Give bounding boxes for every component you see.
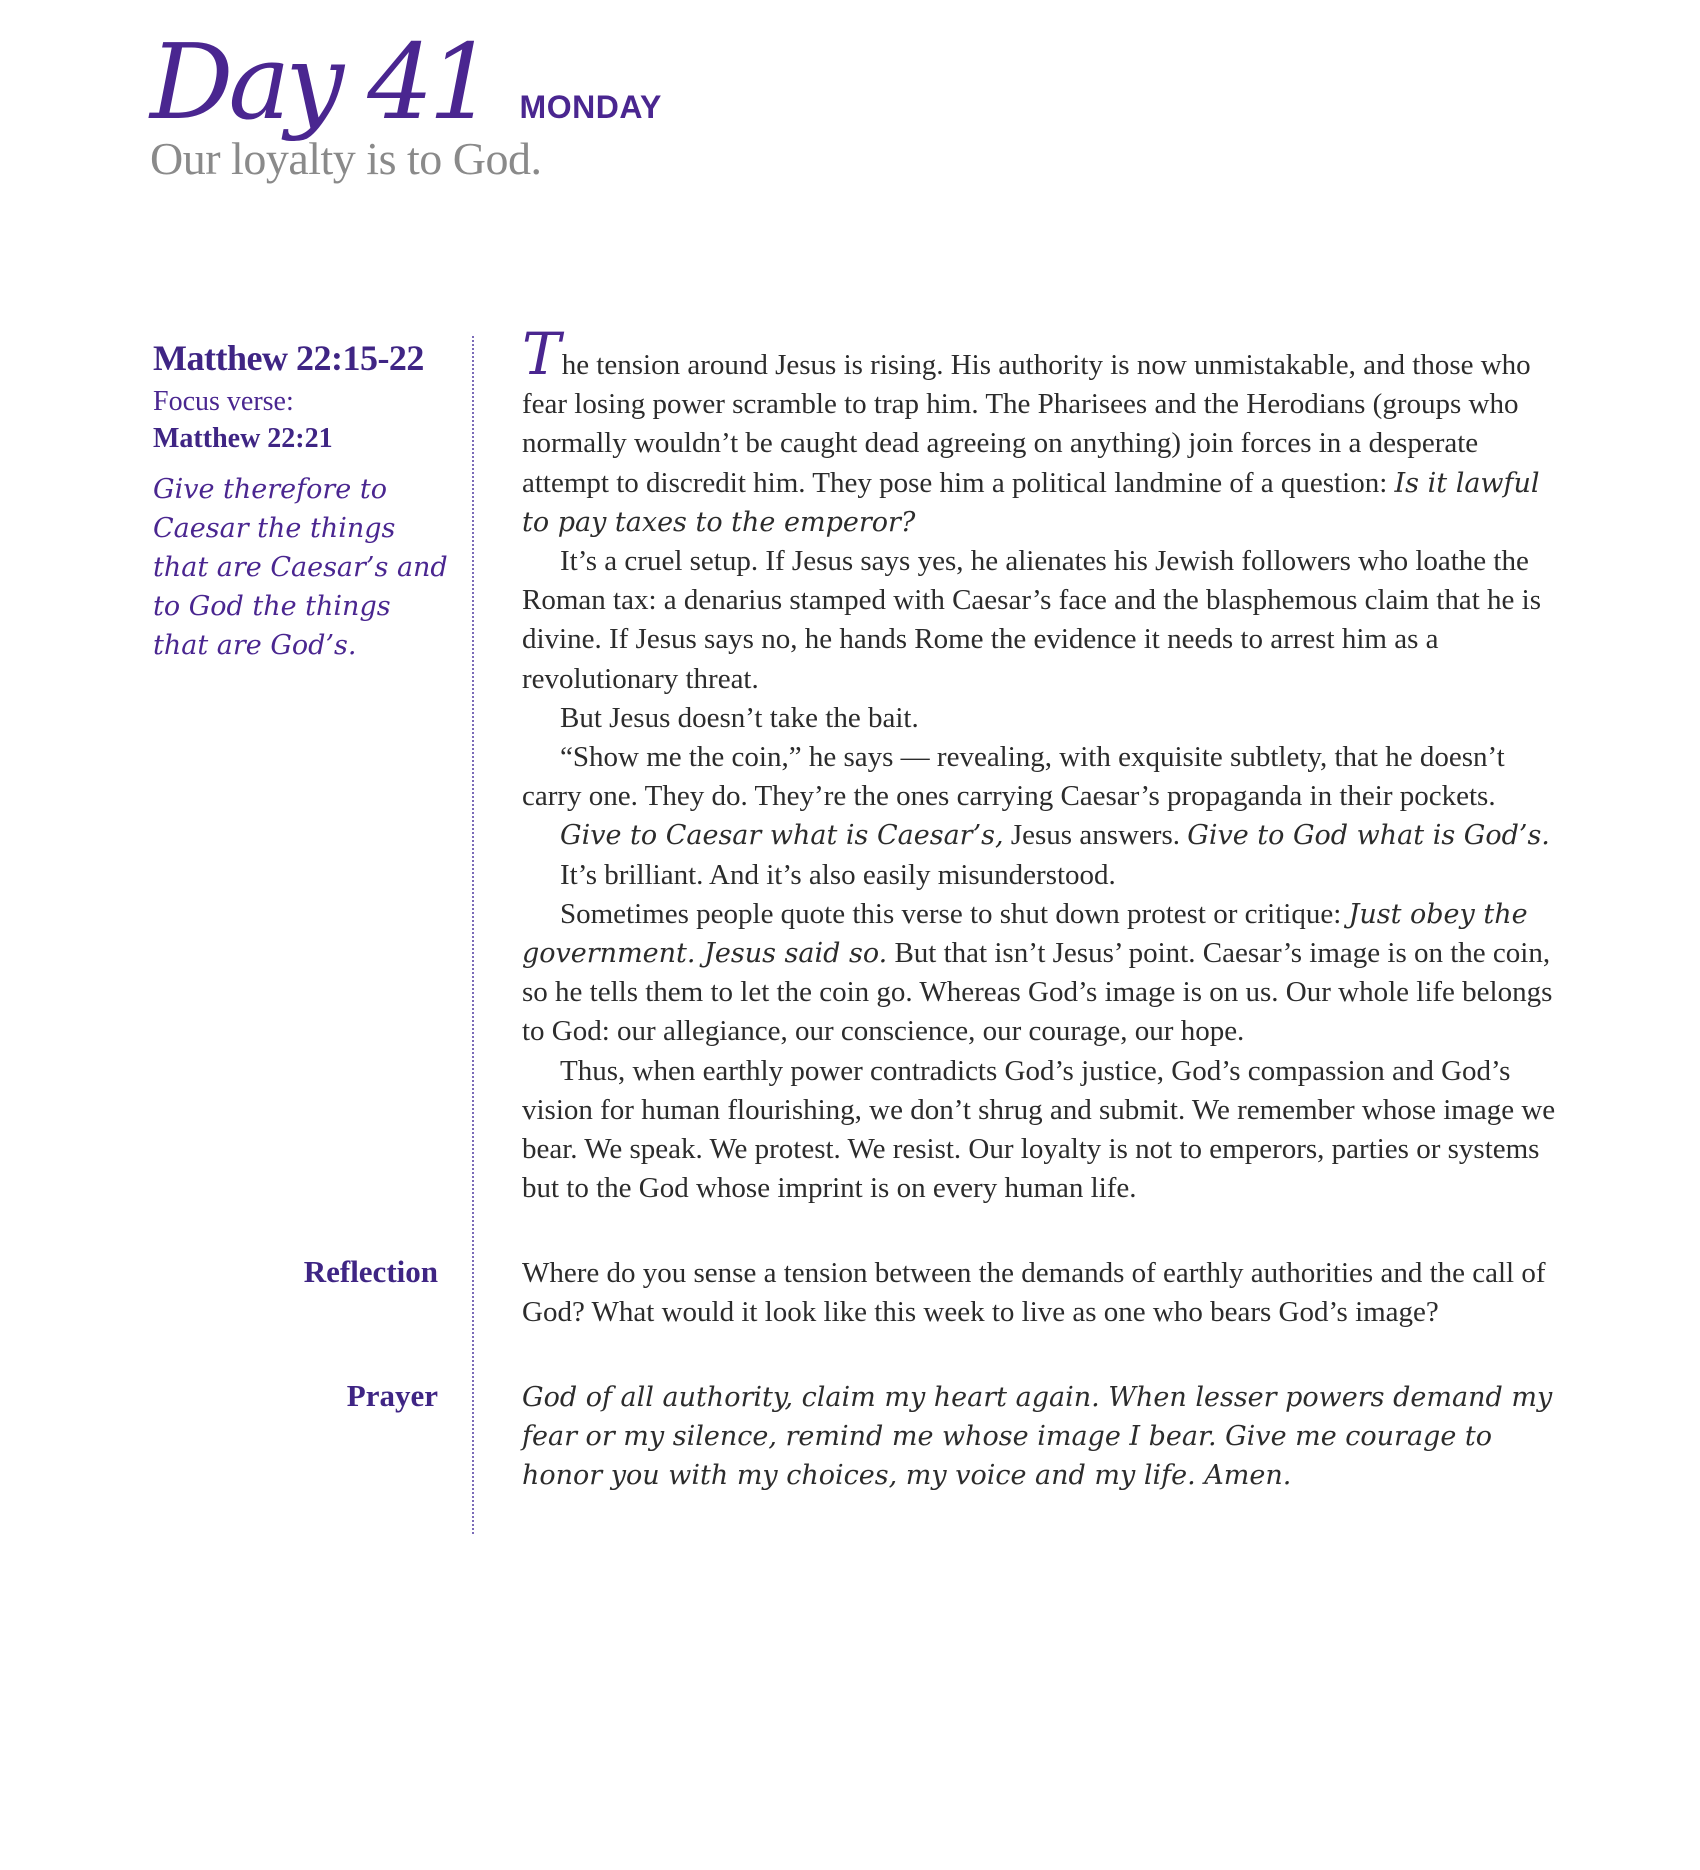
prayer-label: Prayer [346, 1378, 438, 1413]
paragraph-8: Thus, when earthly power contradicts God’s justice, God’s compassion and God’s vision for human flourishing, we don’t shrug and submit. We remember whose image we bear. We speak. We protest. We resist. Our loyalty is not to emperors, parties or systems but to the God whose imprint is on every human life. [522, 1054, 1556, 1205]
day-heading [150, 21, 1550, 143]
day-number: Day 41 [150, 21, 490, 143]
reflection-label: Reflection [303, 1254, 438, 1289]
paragraph-5-quote-god: Give to God what is God’s. [1187, 820, 1550, 852]
paragraph-3: But Jesus doesn’t take the bait. [560, 701, 919, 734]
drop-cap: T [522, 320, 561, 388]
weekday-label: MONDAY [519, 89, 662, 125]
focus-verse-reference: Matthew 22:21 [153, 423, 333, 455]
paragraph-5-text: Jesus answers. [1003, 819, 1188, 852]
daily-theme: Our loyalty is to God. [150, 133, 542, 184]
prayer-text: God of all authority, claim my heart again. When lesser powers demand my fear or my silence, remind me whose image I bear. Give me courage to honor you with my choices, my voice and my life. Amen. [522, 1382, 1553, 1492]
paragraph-4: “Show me the coin,” he says — revealing, with exquisite subtlety, that he doesn’t carry one. They do. They’re the ones carrying Caesar’s propaganda in their pockets. [522, 741, 1505, 813]
paragraph-5-quote-caesar: Give to Caesar what is Caesar’s, [560, 820, 1004, 852]
focus-verse-label: Focus verse: [153, 386, 294, 418]
paragraph-6: It’s brilliant. And it’s also easily misunderstood. [560, 858, 1116, 891]
dotted-divider [472, 336, 474, 1534]
devotional-body [522, 320, 1570, 1208]
scripture-reference: Matthew 22:15-22 [153, 338, 424, 378]
paragraph-7-intro: Sometimes people quote this verse to shut down protest or critique: [560, 897, 1349, 930]
scripture-sidebar [153, 338, 453, 665]
paragraph-5 [522, 816, 1570, 855]
paragraph-7-quote: Just obey the government. Jesus said so. [522, 898, 1528, 970]
focus-verse-text: Give therefore to Caesar the things that are Caesar’s and to God the things that are God’s. [153, 473, 448, 661]
paragraph-7 [522, 895, 1570, 1052]
paragraph-1-text: he tension around Jesus is rising. His authority is now unmistakable, and those who fear losing power scramble to trap him. The Pharisees and the Herodians (groups who normally wouldn’t be caught dead agreeing on anything) join forces in a desperate attempt to discredit him. They pose him a political landmine of a question: [522, 349, 1531, 499]
paragraph-1 [522, 320, 1570, 542]
reflection-text: Where do you sense a tension between the demands of earthly authorities and the call of God? What would it look like this week to live as one who bears God’s image? [522, 1257, 1546, 1329]
paragraph-2: It’s a cruel setup. If Jesus says yes, he alienates his Jewish followers who loathe the Roman tax: a denarius stamped with Caesar’s face and the blasphemous claim that he is divine. If Jesus says no, he hands Rome the evidence it needs to arrest him as a revolutionary threat. [522, 545, 1542, 695]
paragraph-1-question: Is it lawful to pay taxes to the emperor? [522, 467, 1540, 538]
paragraph-7-text: But that isn’t Jesus’ point. Caesar’s image is on the coin, so he tells them to let the coin go. Whereas God’s image is on us. Our whole life belongs to God: our allegiance, our conscience, our courage, our hope. [522, 937, 1553, 1048]
page-header [150, 21, 1550, 185]
